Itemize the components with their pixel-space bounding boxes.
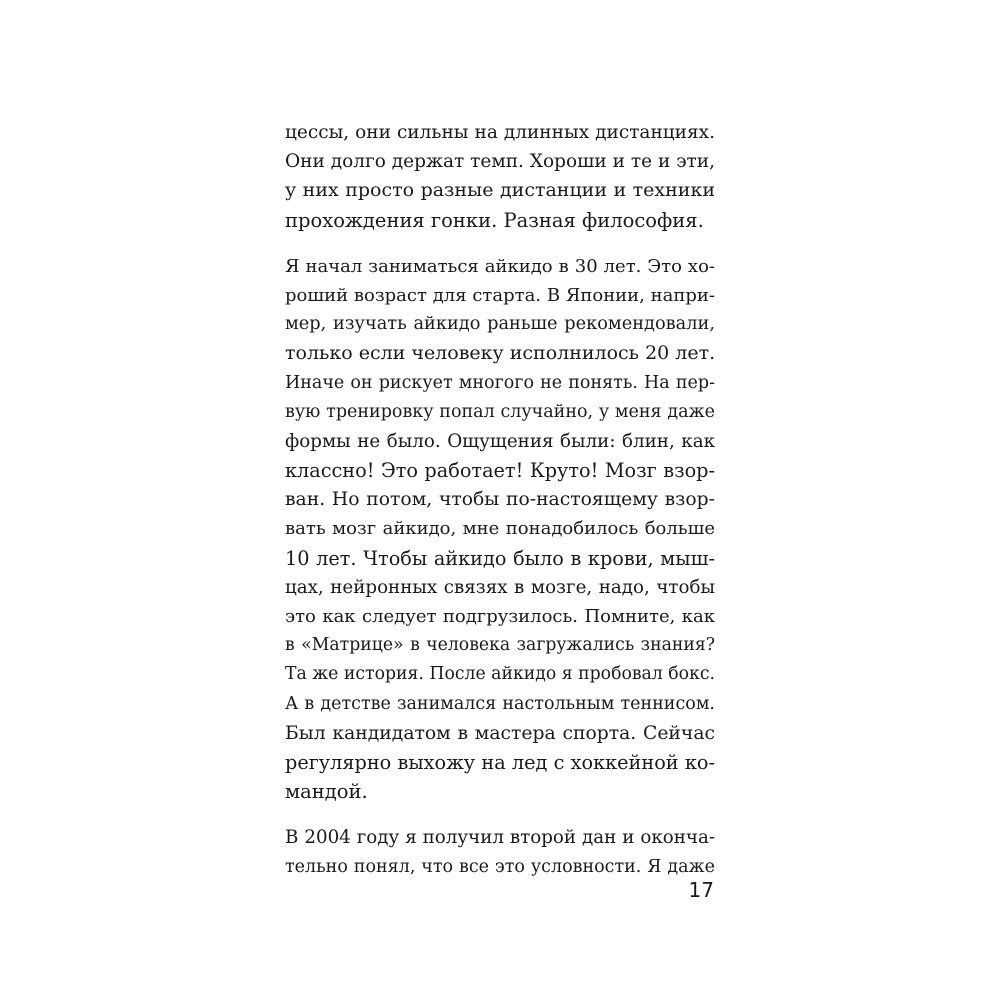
body-text [285,118,715,882]
page-number: 17 [688,878,714,902]
text-line: классно! Это работает! Круто! Мозг взор- [285,459,715,483]
text-line: вать мозг айкидо, мне понадобилось больше [285,518,715,540]
text-line: Я начал заниматься айкидо в 30 лет. Это хо- [285,255,715,277]
paragraph-spacer [285,235,715,252]
text-line: вую тренировку попал случайно, у меня даже [285,401,715,422]
text-line: только если человеку исполнилось 20 лет. [285,342,716,365]
text-line: Иначе он рискует многого не понять. На пер- [285,372,715,393]
text-line: Они долго держат темп. Хороши и те и эти, [285,151,715,173]
paragraph-3 [285,823,715,881]
text-line: роший возраст для старта. В Японии, напри- [285,284,715,306]
text-line: А в детстве занимался настольным теннисом. [285,693,715,714]
text-line: формы не было. Ощущения были: блин, как [285,430,715,452]
text-line: это как следует подгрузилось. Помните, как [285,606,715,627]
paragraph-2 [285,252,715,807]
text-line: в «Матрице» в человека загружались знания? [285,635,715,656]
text-line: В 2004 году я получил второй дан и оконча- [285,827,715,849]
text-line: мандой. [285,780,368,804]
text-line: цессы, они сильны на длинных дистанциях. [285,122,715,143]
text-line: Был кандидатом в мастера спорта. Сейчас [285,722,715,744]
text-line: Та же история. После айкидо я пробовал бокс. [285,664,715,685]
text-line: у них просто разные дистанции и техники [285,179,715,202]
text-line: цах, нейронных связях в мозге, надо, чтобы [285,576,715,598]
text-line: тельно понял, что все это условности. Я даже [285,856,715,877]
text-line: прохождения гонки. Разная философия. [285,208,704,232]
paragraph-spacer [285,806,715,823]
paragraph-1 [285,118,715,235]
text-line: ван. Но потом, чтобы по-настоящему взор- [285,489,715,511]
text-line: регулярно выхожу на лед с хоккейной ко- [285,750,715,774]
text-line: мер, изучать айкидо раньше рекомендовали, [285,314,715,335]
text-line: 10 лет. Чтобы айкидо было в крови, мыш- [285,546,715,570]
